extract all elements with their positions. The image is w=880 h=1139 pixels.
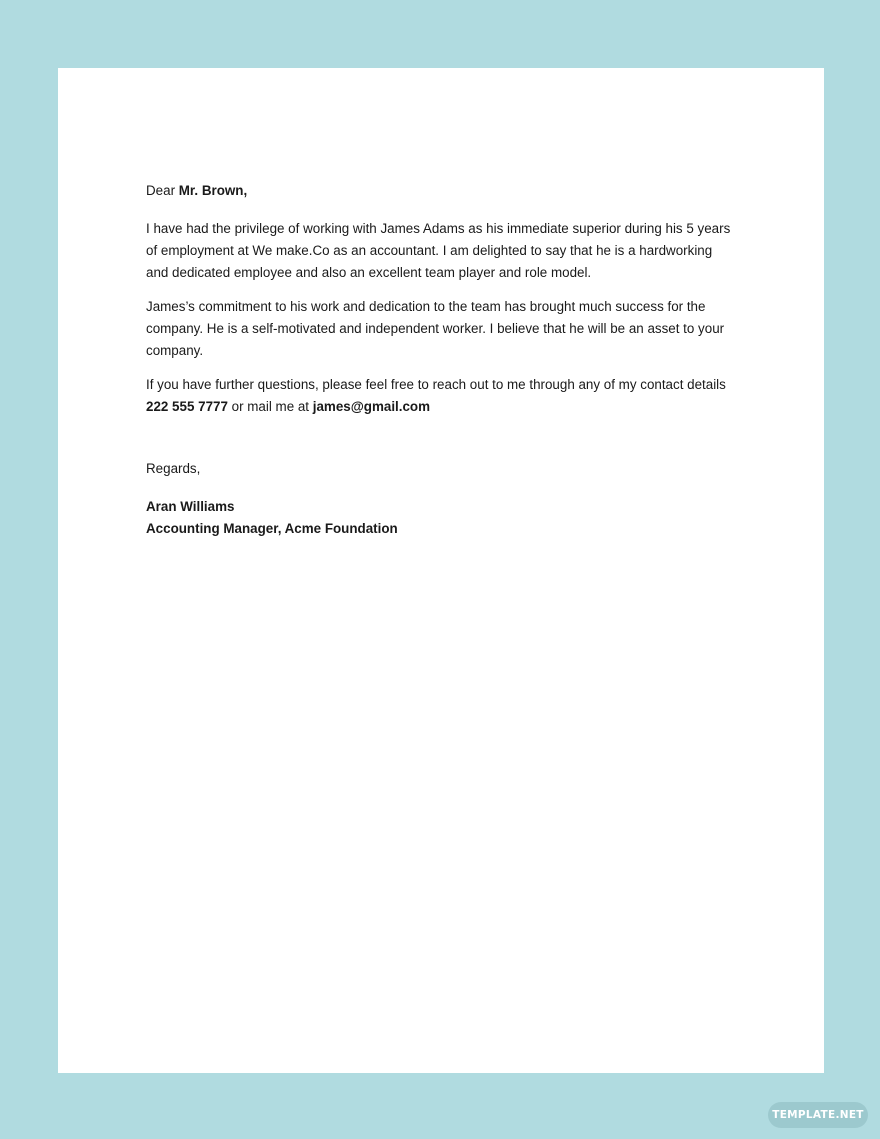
paragraph-3-text-2: or mail me at [227, 399, 313, 414]
recipient-name: Mr. Brown, [178, 183, 248, 198]
paragraph-3-text-1: If you have further questions, please feel free to reach out to me through any of my contact details [146, 377, 726, 392]
signer-name: Aran Williams [146, 499, 235, 514]
salutation-prefix: Dear [146, 183, 179, 198]
paragraph-3 [146, 374, 736, 418]
letter-body [146, 180, 736, 540]
salutation [146, 180, 736, 202]
paragraph-2: James’s commitment to his work and dedication to the team has brought much success for the company. He is a self-motivated and independent worker. I believe that he will be an asset to your company. [146, 299, 725, 358]
closing: Regards, [146, 461, 201, 476]
contact-email: james@gmail.com [312, 399, 431, 414]
signer-title: Accounting Manager, Acme Foundation [146, 521, 398, 536]
letter-page [58, 68, 824, 1073]
template-net-watermark: TEMPLATE.NET [768, 1102, 868, 1128]
paragraph-1: I have had the privilege of working with James Adams as his immediate superior during his 5 years of employment at We make.Co as an accountant. I am delighted to say that he is a hardworking and dedicated employee and also an excellent team player and role model. [146, 221, 731, 280]
contact-phone: 222 555 7777 [146, 399, 228, 414]
